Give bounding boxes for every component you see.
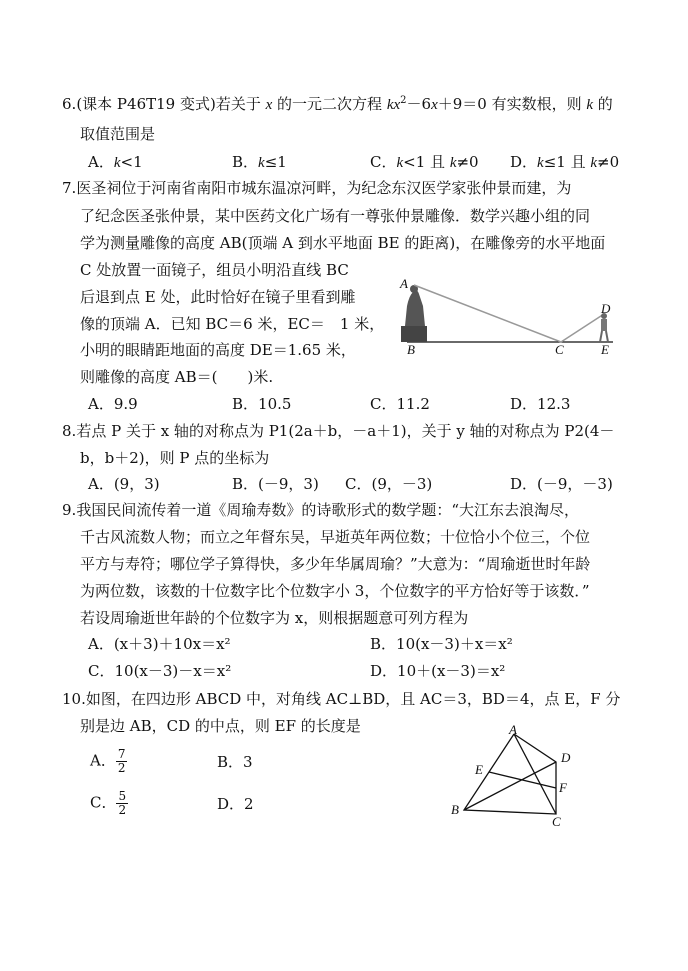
q8-line1: 8.若点 P 关于 x 轴的对称点为 P1(2a＋b，－a＋1)，关于 y 轴的对称点为 P2(4－ [62, 422, 615, 440]
fig10-label-a: A [509, 722, 517, 737]
fig10-label-e: E [475, 762, 483, 777]
fig10-label-c: C [552, 814, 561, 827]
q9-line3: 平方与寿符；哪位学子算得快，多少年华属周瑜？”大意为：“周瑜逝世时年龄 [80, 555, 591, 573]
fig10-label-d: D [561, 750, 571, 765]
diagonal-ac [514, 734, 556, 814]
ray-c-to-d [561, 314, 604, 342]
q8-option-c: C．(9，－3) [345, 475, 433, 493]
q6-option-d: D．k≤1 且 k≠0 [510, 153, 620, 171]
q7-line1: 7.医圣祠位于河南省南阳市城东温凉河畔，为纪念东汉医学家张仲景而建，为 [62, 179, 572, 197]
q9-option-d: D．10＋(x－3)＝x² [370, 662, 506, 680]
person-icon [600, 313, 608, 342]
fig7-label-d: D [601, 301, 611, 316]
q8-option-d: D．(－9，－3) [510, 475, 613, 493]
q10-option-b: B．3 [217, 753, 253, 771]
q9-option-a: A．(x＋3)＋10x＝x² [88, 635, 231, 653]
q10-figure [448, 722, 588, 827]
q7-line7: 小明的眼睛距地面的高度 DE＝1.65 米， [80, 341, 356, 359]
fig10-label-b: B [451, 802, 459, 817]
q8-option-b: B．(－9，3) [232, 475, 319, 493]
q8-option-a: A．(9，3) [88, 475, 160, 493]
q10-option-c: C． $\frac{5}{2}$ [90, 789, 127, 817]
q6-option-c: C．k<1 且 k≠0 [370, 153, 479, 171]
q9-option-b: B．10(x－3)＋x＝x² [370, 635, 513, 653]
fig7-label-e: E [601, 342, 609, 357]
q6-line2: 取值范围是 [80, 125, 156, 143]
q10-line1: 10.如图，在四边形 ABCD 中，对角线 AC⊥BD，且 AC＝3，BD＝4，点 E，F 分 [62, 690, 621, 708]
q9-option-c: C．10(x－3)－x＝x² [88, 662, 232, 680]
q7-line8: 则雕像的高度 AB＝( )米. [80, 368, 274, 386]
q7-number: 7. [62, 179, 77, 197]
q6-line1: 6.(课本 P46T19 变式)若关于 x 的一元二次方程 $kx^2-6x+9=0$ 有实数根，则 k 的 [62, 95, 613, 113]
q9-number: 9. [62, 501, 77, 519]
q7-line4: C 处放置一面镜子，组员小明沿直线 BC [80, 261, 349, 279]
fig7-label-b: B [407, 342, 415, 357]
q6-number: 6. [62, 95, 77, 113]
q10-number: 10. [62, 690, 86, 708]
q10-option-a: A． $\frac{7}{2}$ [90, 747, 126, 775]
q7-option-a: A．9.9 [88, 395, 138, 413]
fig10-label-f: F [559, 780, 567, 795]
fraction-5-2: $\frac{5}{2}$ [118, 789, 127, 817]
fig7-label-a: A [400, 276, 408, 291]
q8-line2: b，b＋2)，则 P 点的坐标为 [80, 449, 270, 467]
q9-line2: 千古风流数人物；而立之年督东吴，早逝英年两位数；十位恰小个位三，个位 [80, 528, 591, 546]
q9-line4: 为两位数，该数的十位数字比个位数字小 3，个位数字的平方恰好等于该数．” [80, 582, 590, 600]
q6-option-b: B．k≤1 [232, 153, 287, 171]
fraction-7-2: $\frac{7}{2}$ [117, 747, 126, 775]
q7-option-b: B．10.5 [232, 395, 292, 413]
q10-line2: 别是边 AB，CD 的中点，则 EF 的长度是 [80, 717, 361, 735]
q7-line2: 了纪念医圣张仲景，某中医药文化广场有一尊张仲景雕像．数学兴趣小组的同 [80, 207, 591, 225]
segment-ef [489, 772, 556, 788]
q7-line5: 后退到点 E 处，此时恰好在镜子里看到雕 [80, 288, 356, 306]
ray-a-to-c [414, 285, 561, 342]
q7-line6: 像的顶端 A．已知 BC＝6 米，EC＝ 1 米， [80, 315, 385, 333]
q8-number: 8. [62, 422, 77, 440]
q9-line5: 若设周瑜逝世年龄的个位数字为 x，则根据题意可列方程为 [80, 609, 469, 627]
statue-icon [401, 285, 427, 342]
q9-line1: 9.我国民间流传着一道《周瑜寿数》的诗歌形式的数学题：“大江东去浪淘尽， [62, 501, 579, 519]
q7-option-c: C．11.2 [370, 395, 430, 413]
q7-figure [395, 276, 625, 358]
q6-option-a: A．k<1 [88, 153, 143, 171]
q10-option-d: D．2 [217, 795, 254, 813]
q7-line3: 学为测量雕像的高度 AB(顶端 A 到水平地面 BE 的距离)，在雕像旁的水平地面 [80, 234, 606, 252]
fig7-label-c: C [555, 342, 564, 357]
q7-option-d: D．12.3 [510, 395, 571, 413]
